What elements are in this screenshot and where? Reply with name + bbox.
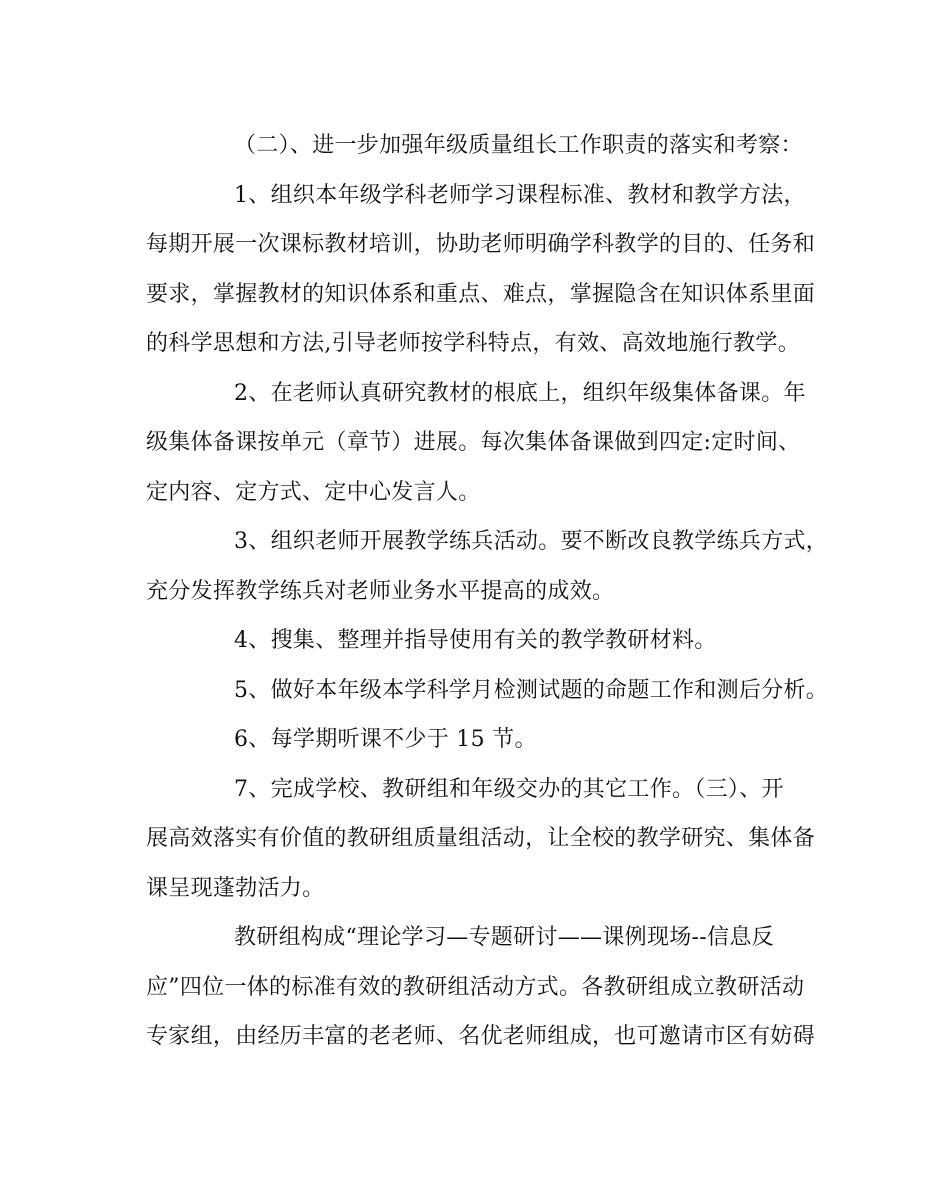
heading-section-2: （二）、进一步加强年级质量组长工作职责的落实和考察：: [234, 133, 803, 158]
paragraph-line: 1、组织本年级学科老师学习课程标准、教材和教学方法，: [234, 182, 806, 208]
paragraph-line: 应”四位一体的标准有效的教研组活动方式。各教研组成立教研活动: [146, 974, 805, 1000]
paragraph-line: 5、做好本年级本学科学月检测试题的命题工作和测后分析。: [234, 677, 829, 703]
paragraph-line: 专家组，由经历丰富的老老师、名优老师组成，也可邀请市区有妨碍: [146, 1024, 816, 1049]
paragraph-line: 教研组构成“理论学习—专题研讨——课例现场--信息反: [234, 925, 774, 950]
document-page: [146, 128, 829, 1069]
paragraph-line: 6、每学期听课不少于 15 节。: [234, 727, 537, 752]
paragraph-line: 3、组织老师开展教学练兵活动。要不断改良教学练兵方式，: [234, 529, 829, 554]
paragraph-line: 2、在老师认真研究教材的根底上，组织年级集体备课。年: [234, 380, 806, 406]
paragraph-line: 7、完成学校、教研组和年级交办的其它工作。（三）、开: [234, 776, 784, 802]
paragraph-line: 级集体备课按单元（章节）进展。每次集体备课做到四定:定时间、: [146, 430, 801, 455]
paragraph-line: 每期开展一次课标教材培训，协助老师明确学科教学的目的、任务和: [146, 232, 816, 257]
paragraph-line: 展高效落实有价值的教研组质量组活动，让全校的教学研究、集体备: [146, 826, 816, 851]
paragraph-line: 4、搜集、整理并指导使用有关的教学教研材料。: [234, 628, 717, 653]
paragraph-line: 要求，掌握教材的知识体系和重点、难点，掌握隐含在知识体系里面: [146, 281, 816, 307]
paragraph-line: 课呈现蓬勃活力。: [146, 875, 325, 901]
paragraph-line: 充分发挥教学练兵对老师业务水平提高的成效。: [146, 578, 615, 604]
paragraph-line: 的科学思想和方法,引导老师按学科特点，有效、高效地施行教学。: [146, 331, 800, 356]
paragraph-line: 定内容、定方式、定中心发言人。: [146, 479, 481, 505]
